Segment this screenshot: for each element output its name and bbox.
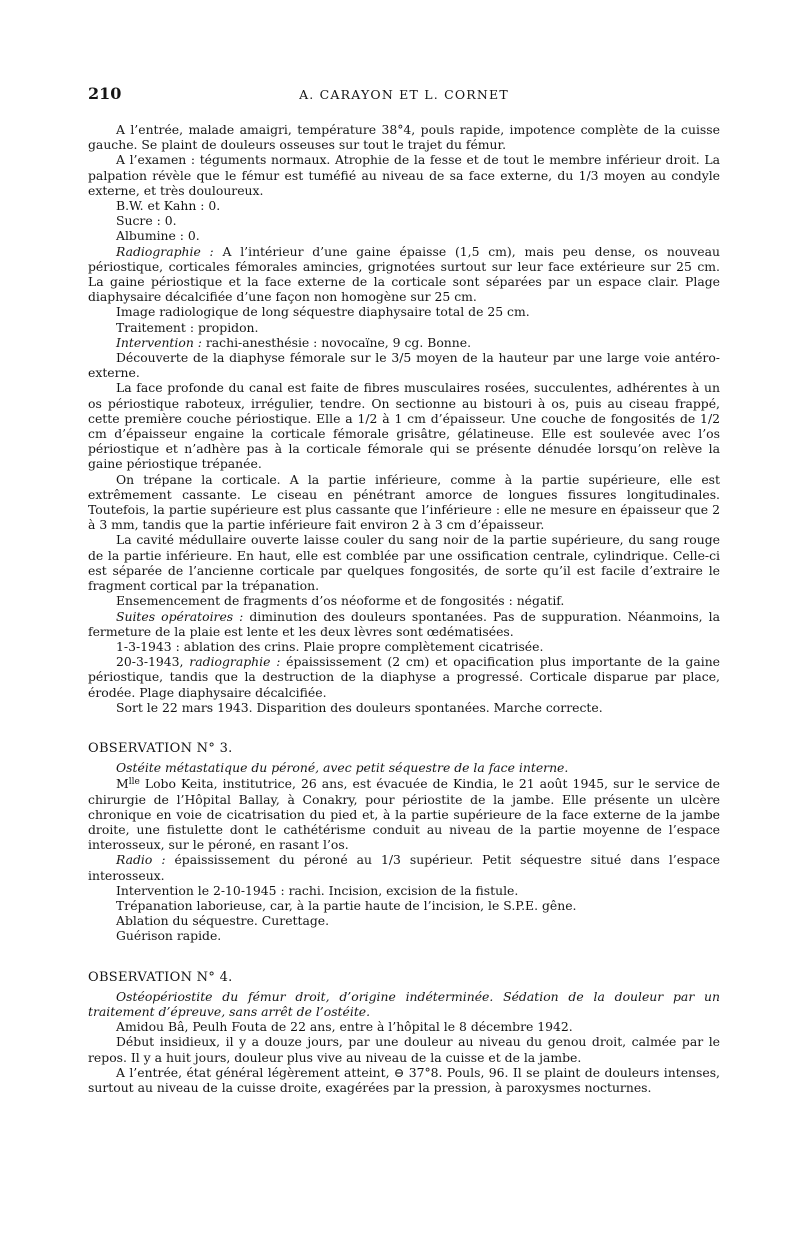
paragraph (88, 380, 720, 471)
paragraph (88, 913, 720, 928)
paragraph (88, 852, 720, 882)
paragraph-text: Découverte de la diaphyse fémorale sur le 3/5 moyen de la hauteur par une large voie antéro-externe. (88, 350, 720, 381)
paragraph-text: La face profonde du canal est faite de fibres musculaires rosées, succulentes, adhérentes à un os périostique raboteux, irrégulier, tendre. On sectionne au bistouri à os, puis au ciseau frappé, cette première couche périostique. Elle a 1/2 à 1 cm d’épaisseur. Une couche de fongosités de 1/2 cm d’épaisseur engaine la corticale fémorale grisâtre, gélatineuse. Elle est soulevée avec l’os périostique et n’adhère pas à la corticale fémorale qui se présente dénudée lorsqu’on relève la gaine périostique trépanée. (88, 380, 720, 472)
paragraph (88, 883, 720, 898)
italic-lead: Intervention : (116, 334, 202, 350)
paragraph (88, 472, 720, 533)
paragraph-text: rachi-anesthésie : novocaïne, 9 cg. Bonne. (201, 334, 472, 350)
paragraph-text: A l’entrée, malade amaigri, température 38°4, pouls rapide, impotence complète de la cuisse gauche. Se plaint de douleurs osseuses sur tout le trajet du fémur. (88, 122, 720, 153)
running-header (88, 84, 720, 108)
paragraph-text: A l’intérieur d’une gaine épaisse (1,5 cm), mais peu dense, os nouveau périostique, corticales fémorales amincies, grignotées surtout sur leur face extérieure sur 25 cm. La gaine périostique et la face externe de la corticale sont séparées par un espace clair. Plage diaphysaire décalcifiée d’une façon non homogène sur 25 cm. (88, 243, 721, 305)
running-title: A. CARAYON ET L. CORNET (299, 87, 509, 102)
paragraph (88, 304, 720, 319)
paragraph (88, 898, 720, 913)
paragraph-text: Début insidieux, il y a douze jours, par une douleur au niveau du genou droit, calmée par le repos. Il y a huit jours, douleur plus vive au niveau de la cuisse et de la jambe. (88, 1034, 720, 1065)
paragraph (88, 152, 720, 198)
paragraph (88, 1019, 720, 1034)
paragraph-text: Intervention le 2-10-1945 : rachi. Incision, excision de la fistule. (116, 882, 519, 898)
article-body (88, 122, 720, 1095)
paragraph (88, 213, 720, 228)
paragraph-text: La cavité médullaire ouverte laisse couler du sang noir de la partie supérieure, du sang rouge de la partie inférieure. En haut, elle est comblée par une ossification centrale, cylindrique. Celle-ci est séparée de l’ancienne corticale par quelques fongosités, de sorte qu’il est facile d’extraire le fragment cortical par la trépanation. (88, 532, 720, 594)
paragraph-text: 1-3-1943 : ablation des crins. Plaie propre complètement cicatrisée. (116, 638, 544, 654)
paragraph-text: Image radiologique de long séquestre diaphysaire total de 25 cm. (116, 304, 530, 320)
observation-heading (88, 741, 720, 756)
paragraph (88, 639, 720, 654)
paragraph-text: B.W. et Kahn : 0. (116, 198, 221, 214)
paragraph-text: Sucre : 0. (116, 213, 177, 229)
paragraph (88, 350, 720, 380)
paragraph-text: Ostéite métastatique du péroné, avec petit séquestre de la face interne. (116, 760, 569, 776)
paragraph-text: 20-3-1943, (116, 654, 190, 670)
paragraph (88, 1034, 720, 1064)
paragraph-text: Amidou Bâ, Peulh Fouta de 22 ans, entre à l’hôpital le 8 décembre 1942. (116, 1019, 573, 1035)
paragraph-text: OBSERVATION N° 4. (88, 969, 233, 985)
paragraph (88, 198, 720, 213)
observation-title (88, 760, 720, 775)
paragraph-text: Ostéopériostite du fémur droit, d’origine indéterminée. Sédation de la douleur par un traitement d’épreuve, sans arrêt de l’ostéite. (88, 988, 720, 1019)
observation-title (88, 989, 720, 1019)
paragraph (88, 320, 720, 335)
paragraph-text: Sort le 22 mars 1943. Disparition des douleurs spontanées. Marche correcte. (116, 699, 603, 715)
paragraph (88, 532, 720, 593)
observation-heading (88, 970, 720, 985)
italic-lead: Radio : (116, 852, 166, 868)
paragraph-lead: M (116, 776, 129, 792)
paragraph (88, 335, 720, 350)
paragraph-text: A l’entrée, état général légèrement atteint, ⊖ 37°8. Pouls, 96. Il se plaint de douleurs intenses, surtout au niveau de la cuisse droite, exagérées par la pression, à paroxysmes nocturnes. (88, 1064, 720, 1095)
italic-lead: Radiographie : (116, 243, 214, 259)
paragraph (88, 654, 720, 700)
paragraph (88, 228, 720, 243)
paragraph-text: Albumine : 0. (116, 228, 200, 244)
paragraph (88, 700, 720, 715)
paragraph-text: Lobo Keita, institutrice, 26 ans, est évacuée de Kindia, le 21 août 1945, sur le service de chirurgie de l’Hôpital Ballay, à Conakry, pour périostite de la jambe. Elle présente un ulcère chronique en voie de cicatrisation du pied et, à la partie supérieure de la face externe de la jambe droite, une fistulette dont le cathétérisme conduit au niveau de la partie moyenne de l’espace interosseux, sur le péroné, en rasant l’os. (88, 776, 720, 853)
page-number: 210 (88, 84, 122, 103)
paragraph-text: OBSERVATION N° 3. (88, 740, 233, 756)
paragraph (88, 593, 720, 608)
paragraph-text: Ablation du séquestre. Curettage. (116, 913, 330, 929)
italic-lead: Suites opératoires : (116, 608, 244, 624)
paragraph-text: Traitement : propidon. (116, 319, 259, 335)
paragraph (88, 775, 720, 852)
paragraph (88, 244, 720, 305)
paragraph-text: Guérison rapide. (116, 928, 222, 944)
paragraph-text: diminution des douleurs spontanées. Pas de suppuration. Néanmoins, la fermeture de la plaie est lente et les deux lèvres sont œdématisées. (88, 608, 720, 639)
paragraph-text: Ensemencement de fragments d’os néoforme et de fongosités : négatif. (116, 593, 565, 609)
paragraph-text: Trépanation laborieuse, car, à la partie haute de l’incision, le S.P.E. gêne. (116, 897, 577, 913)
paragraph (88, 1065, 720, 1095)
paragraph-text: épaississement (2 cm) et opacification plus importante de la gaine périostique, tandis que la destruction de la diaphyse a progressé. Corticale disparue par place, érodée. Plage diaphysaire décalcifiée. (88, 654, 721, 700)
paragraph-text: On trépane la corticale. A la partie inférieure, comme à la partie supérieure, elle est extrêmement cassante. Le ciseau en pénétrant amorce de longues fissures longitudinales. Toutefois, la partie supérieure est plus cassante que l’inférieure : elle ne mesure en épaisseur que 2 à 3 mm, tandis que la partie inférieure fait environ 2 à 3 cm d’épaisseur. (88, 471, 720, 533)
paragraph (88, 928, 720, 943)
italic-lead: radiographie : (189, 654, 281, 670)
paragraph (88, 609, 720, 639)
paragraph (88, 122, 720, 152)
superscript: lle (128, 777, 140, 788)
paragraph-text: épaississement du péroné au 1/3 supérieur. Petit séquestre situé dans l’espace interosseux. (88, 852, 720, 883)
paragraph-text: A l’examen : téguments normaux. Atrophie de la fesse et de tout le membre inférieur droit. La palpation révèle que le fémur est tuméfié au niveau de sa face externe, du 1/3 moyen au condyle externe, et très douloureux. (88, 152, 720, 198)
